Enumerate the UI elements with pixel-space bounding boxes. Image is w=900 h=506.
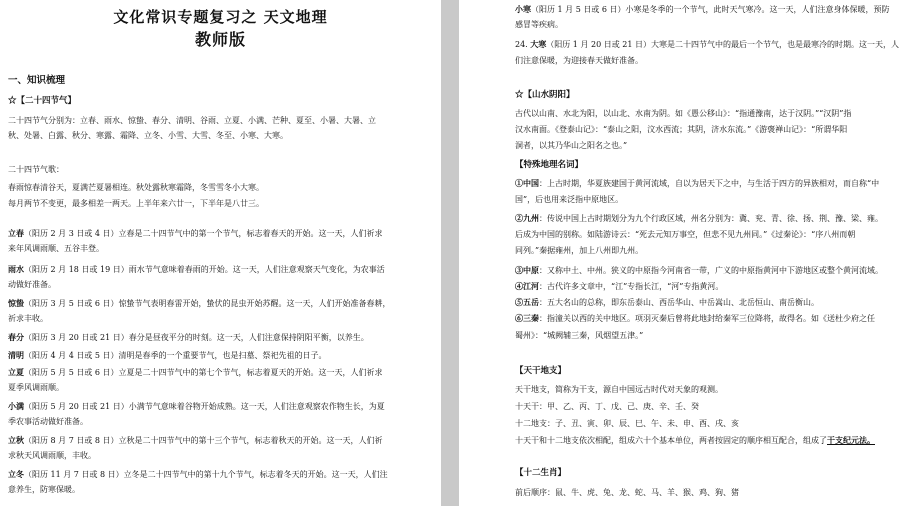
geo-entry-line: ②九州：传说中国上古时期划分为九个行政区域，州名分别为：冀、兖、青、徐、扬、荆、豫、梁、雍。 — [515, 213, 883, 223]
term-name: 小寒 — [515, 4, 531, 14]
term-name: 惊蛰 — [8, 298, 24, 308]
stems-header: 【天干地支】 — [515, 366, 567, 376]
geo-entry-line: 国”，后也用来泛指中原地区。 — [515, 195, 624, 204]
section-heading: 一、知识梳理 — [8, 75, 66, 86]
term-entry-line: 24. 大寒（阳历 1 月 20 日或 21 日）大寒是二十四节气中的最后一个节气，也是最寒冷的时期。这一天，人 — [515, 39, 899, 49]
paragraph-line: 汉水南面。《登泰山记》：“泰山之阳，汶水西流；其阴，济水东流。”《游褒禅山记》：“所谓华阳 — [515, 125, 848, 134]
geo-entry-line: ④江河：古代许多文章中，“江”专指长江，“河”专指黄河。 — [515, 281, 724, 291]
term-entry-line: 感冒等疾病。 — [515, 20, 563, 29]
geo-entry-line: ⑤五岳：五大名山的总称，即东岳泰山、西岳华山、中岳嵩山、北岳恒山、南岳衡山。 — [515, 297, 819, 307]
term-name: 小满 — [8, 401, 24, 411]
term-entry-line: 惊蛰（阳历 3 月 5 日或 6 日）惊蛰节气表明春雷开始，蛰伏的昆虫开始苏醒。这一天，人们开始准备春耕， — [8, 298, 391, 308]
term-entry-line: 们注意保暖，为迎接春天做好准备。 — [515, 56, 643, 65]
paragraph-line: 二十四节气分别为：立春、雨水、惊蛰、春分、清明、谷雨、立夏、小满、芒种、夏至、小暑、大暑、立 — [8, 116, 376, 125]
geo-name: ②九州 — [515, 213, 539, 223]
term-entry-line: 来年风调雨顺、五谷丰登。 — [8, 244, 104, 253]
emphasis-term: 干支纪元法。 — [827, 435, 875, 445]
song-line: 春雨惊春清谷天，夏满芒夏暑相连。秋处露秋寒霜降，冬雪雪冬小大寒。 — [8, 183, 264, 192]
document-title: 文化常识专题复习之 天文地理 — [113, 8, 328, 26]
term-entry-line: 立冬（阳历 11 月 7 日或 8 日）立冬是二十四节气中的第十九个节气，标志着冬天的开始。这一天，人们注 — [8, 469, 388, 479]
paragraph-line: 秋、处暑、白露、秋分、寒露、霜降、立冬、小雪、大雪、冬至、小寒、大寒。 — [8, 131, 288, 140]
term-entry-line: 祈求丰收。 — [8, 314, 48, 323]
term-name: 立冬 — [8, 469, 24, 479]
song-line: 每月两节不变更，最多相差一两天。上半年来六廿一，下半年是八廿三。 — [8, 199, 264, 208]
paragraph-line: 十天干：甲、乙、丙、丁、戊、己、庚、辛、壬、癸 — [515, 402, 699, 411]
paragraph-line: 洞者，以其乃华山之阳名之也。” — [515, 141, 628, 150]
term-name: 春分 — [8, 332, 24, 342]
document-page-right — [459, 0, 900, 506]
term-entry-line: 清明（阳历 4 月 4 日或 5 日）清明是春季的一个重要节气，也是扫墓、祭祀先祖的日子。 — [8, 350, 327, 360]
term-name: 清明 — [8, 350, 24, 360]
geo-name: ⑥三秦 — [515, 313, 539, 323]
geo-entry-line: 蜀州》：“城阙辅三秦，风烟望五津。” — [515, 331, 644, 340]
term-entry-line: 季农事活动做好准备。 — [8, 417, 88, 426]
term-entry-line: 雨水（阳历 2 月 18 日或 19 日）雨水节气意味着春雨的开始。这一天，人们注意观察天气变化，为农事活 — [8, 264, 385, 274]
term-name: 立春 — [8, 228, 24, 238]
solar-terms-header: ☆【二十四节气】 — [8, 96, 77, 106]
geo-name: ⑤五岳 — [515, 297, 539, 307]
term-name: 雨水 — [8, 264, 24, 274]
paragraph-line: 十天干和十二地支依次相配，组成六十个基本单位，两者按固定的顺序相互配合，组成了干支纪元法。 — [515, 435, 875, 445]
term-entry-line: 立春（阳历 2 月 3 日或 4 日）立春是二十四节气中的第一个节气，标志着春天的开始。这一天，人们祈求 — [8, 228, 383, 238]
term-name: 立夏 — [8, 367, 24, 377]
geo-name: ③中原 — [515, 265, 539, 275]
term-entry-line: 春分（阳历 3 月 20 日或 21 日）春分是昼夜平分的时刻。这一天，人们注意保持阴阳平衡，以养生。 — [8, 332, 369, 342]
term-entry-line: 意养生，防寒保暖。 — [8, 485, 80, 494]
paragraph-line: 十二地支：子、丑、寅、卯、辰、巳、午、未、申、酉、戌、亥 — [515, 419, 739, 428]
term-entry-line: 小满（阳历 5 月 20 日或 21 日）小满节气意味着谷物开始成熟。这一天，人们注意观察农作物生长，为夏 — [8, 401, 385, 411]
geo-entry-line: 同列。”秦据雍州，加上八州即九州。 — [515, 246, 644, 255]
paragraph-line: 古代以山南、水北为阳，以山北、水南为阴。如《愚公移山》：“指通豫南，达于汉阴。”“汉阴”指 — [515, 109, 852, 118]
song-title: 二十四节气歌： — [8, 165, 64, 174]
term-name: 立秋 — [8, 435, 24, 445]
term-entry-line: 夏季风调雨顺。 — [8, 383, 64, 392]
zodiac-header: 【十二生肖】 — [515, 468, 567, 478]
document-page-left — [0, 0, 441, 506]
term-entry-line: 求秋天风调雨顺，丰收。 — [8, 451, 96, 460]
geo-entry-line: ③中原：又称中土、中州。狭义的中原指今河南省一带，广义的中原指黄河中下游地区或整个黄河流域。 — [515, 265, 883, 275]
term-entry-line: 立夏（阳历 5 月 5 日或 6 日）立夏是二十四节气中的第七个节气，标志着夏天的开始。这一天，人们祈求 — [8, 367, 383, 377]
geo-name: ①中国 — [515, 178, 539, 188]
page-gutter — [441, 0, 459, 506]
geo-entry-line: ⑥三秦：指潼关以西的关中地区。项羽灭秦后曾将此地封给秦军三位降将，故得名。如《送杜少府之任 — [515, 313, 875, 323]
geo-entry-line: ①中国：上古时期，华夏族建国于黄河流域，自以为居天下之中，与生活于四方的异族相对，而自称“中 — [515, 178, 880, 188]
term-entry-line: 小寒（阳历 1 月 5 日或 6 日）小寒是冬季的一个节气，此时天气寒冷。这一天，人们注意身体保暖，预防 — [515, 4, 890, 14]
geo-terms-header: 【特殊地理名词】 — [515, 160, 584, 170]
term-entry-line: 动做好准备。 — [8, 280, 56, 289]
paragraph-line: 天干地支，简称为干支，源自中国远古时代对天象的观测。 — [515, 385, 723, 394]
term-entry-line: 立秋（阳历 8 月 7 日或 8 日）立秋是二十四节气中的第十三个节气，标志着秋天的开始。这一天，人们祈 — [8, 435, 383, 445]
paragraph-line: 前后顺序：鼠、牛、虎、兔、龙、蛇、马、羊、猴、鸡、狗、猪 — [515, 488, 739, 497]
geo-entry-line: 后成为中国的别称。如陆游诗云：“死去元知万事空，但悲不见九州同。”《过秦论》：“序八州而朝 — [515, 230, 856, 239]
mountain-header: ☆【山水阴阳】 — [515, 90, 575, 100]
geo-name: ④江河 — [515, 281, 539, 291]
term-name: 大寒 — [530, 39, 547, 49]
document-subtitle: 教师版 — [194, 30, 246, 49]
